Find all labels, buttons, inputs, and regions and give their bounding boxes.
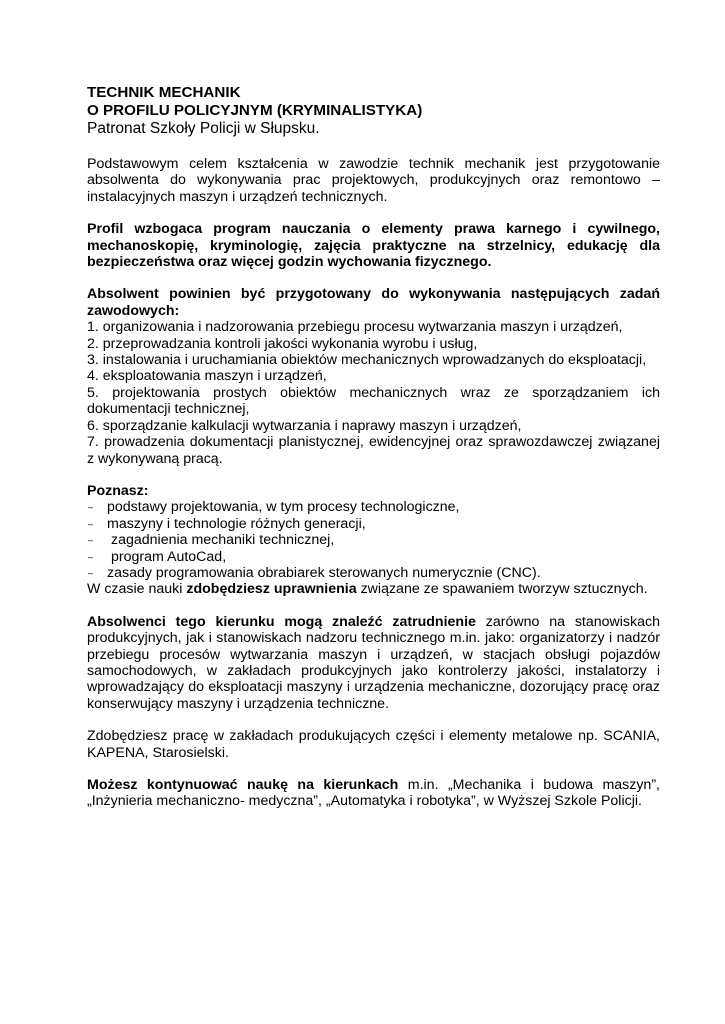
tasks-heading: Absolwent powinien być przygotowany do wykonywania następujących zadań zawodowych: [87,286,660,319]
companies-paragraph: Zdobędziesz pracę w zakładach produkujących części i elementy metalowe np. SCANIA, KAPENA, Starosielski. [87,728,660,761]
learn-item: – podstawy projektowania, w tym procesy technologiczne, [88,499,460,516]
qualification-bold: zdobędziesz uprawnienia [186,581,357,598]
tasks-section [87,286,660,466]
learn-section [87,483,660,598]
learn-heading: Poznasz: [87,482,149,499]
dash-bullet-icon: – [88,535,94,546]
task-item-4: 4. eksploatowania maszyn i urządzeń, [87,368,327,385]
learn-item: – zagadnienia mechaniki technicznej, [88,532,335,549]
learn-item: – maszyny i technologie różnych generacji, [88,515,366,532]
learn-item: – program AutoCad, [88,548,227,565]
task-item-6: 6. sporządzanie kalkulacji wytwarzania i naprawy maszyn i urządzeń, [87,417,522,434]
task-item-7: 7. prowadzenia dokumentacji planistycznej, ewidencyjnej oraz sprawozdawczej związanej z wykonywaną pracą. [87,434,660,467]
task-item-1: 1. organizowania i nadzorowania przebiegu procesu wytwarzania maszyn i urządzeń, [87,319,623,336]
task-item-5: 5. projektowania prostych obiektów mechanicznych wraz ze sporządzaniem ich dokumentacji technicznej, [87,384,660,418]
qualification-note: W czasie nauki zdobędziesz uprawnienia związane ze spawaniem tworzyw sztucznych. [87,581,648,598]
dash-bullet-icon: – [88,551,94,562]
task-item-2: 2. przeprowadzania kontroli jakości wykonania wyrobu i usług, [87,335,478,352]
task-item-3: 3. instalowania i uruchamiania obiektów mechanicznych wprowadzanych do eksploatacji, [87,352,647,369]
subtitle: Patronat Szkoły Policji w Słupsku. [87,120,320,137]
document-page [87,84,660,810]
continue-bold: Możesz kontynuować naukę na kierunkach [87,777,399,793]
dash-bullet-icon: – [88,502,94,513]
profile-paragraph [87,221,660,270]
dash-bullet-icon: – [88,518,94,529]
title-line-2: O PROFILU POLICYJNYM (KRYMINALISTYKA) [87,102,423,119]
title-line-1: TECHNIK MECHANIK [87,84,241,101]
learn-item: – zasady programowania obrabiarek sterowanych numerycznie (CNC). [88,564,541,581]
continue-paragraph: Możesz kontynuować naukę na kierunkach m.in. „Mechanika i budowa maszyn”, „Inżynieria mechaniczno- medyczna”, „Automatyka i robotyka”, w Wyższej Szkole Policji. [87,777,660,810]
intro-paragraph: Podstawowym celem kształcenia w zawodzie technik mechanik jest przygotowanie absolwenta do wykonywania prac projektowych, produkcyjnych oraz remontowo – instalacyjnych maszyn i urządzeń technicznych. [87,156,660,205]
employment-bold: Absolwenci tego kierunku mogą znaleźć zatrudnienie [87,613,476,630]
dash-bullet-icon: – [88,567,94,578]
profile-text: Profil wzbogaca program nauczania o elementy prawa karnego i cywilnego, mechanoskopię, kryminologię, zajęcia praktyczne na strzelnicy, edukację dla bezpieczeństwa oraz więcej godzin wychowania fizycznego. [87,221,660,271]
employment-paragraph: Absolwenci tego kierunku mogą znaleźć zatrudnienie zarówno na stanowiskach produkcyjnych, jak i stanowiskach nadzoru technicznego m.in. jako: organizatorzy i nadzór przebiegu procesów wytwarzania maszyn i urządzeń, w stacjach obsługi pojazdów samochodowych, w zakładach produkcyjnych jako kontrolerzy jakości, instalatorzy i wprowadzający do eksploatacji maszyny i urządzenia mechaniczne, dozorujący pracę oraz konserwujący maszyny i urządzenia techniczne. [87,613,660,712]
